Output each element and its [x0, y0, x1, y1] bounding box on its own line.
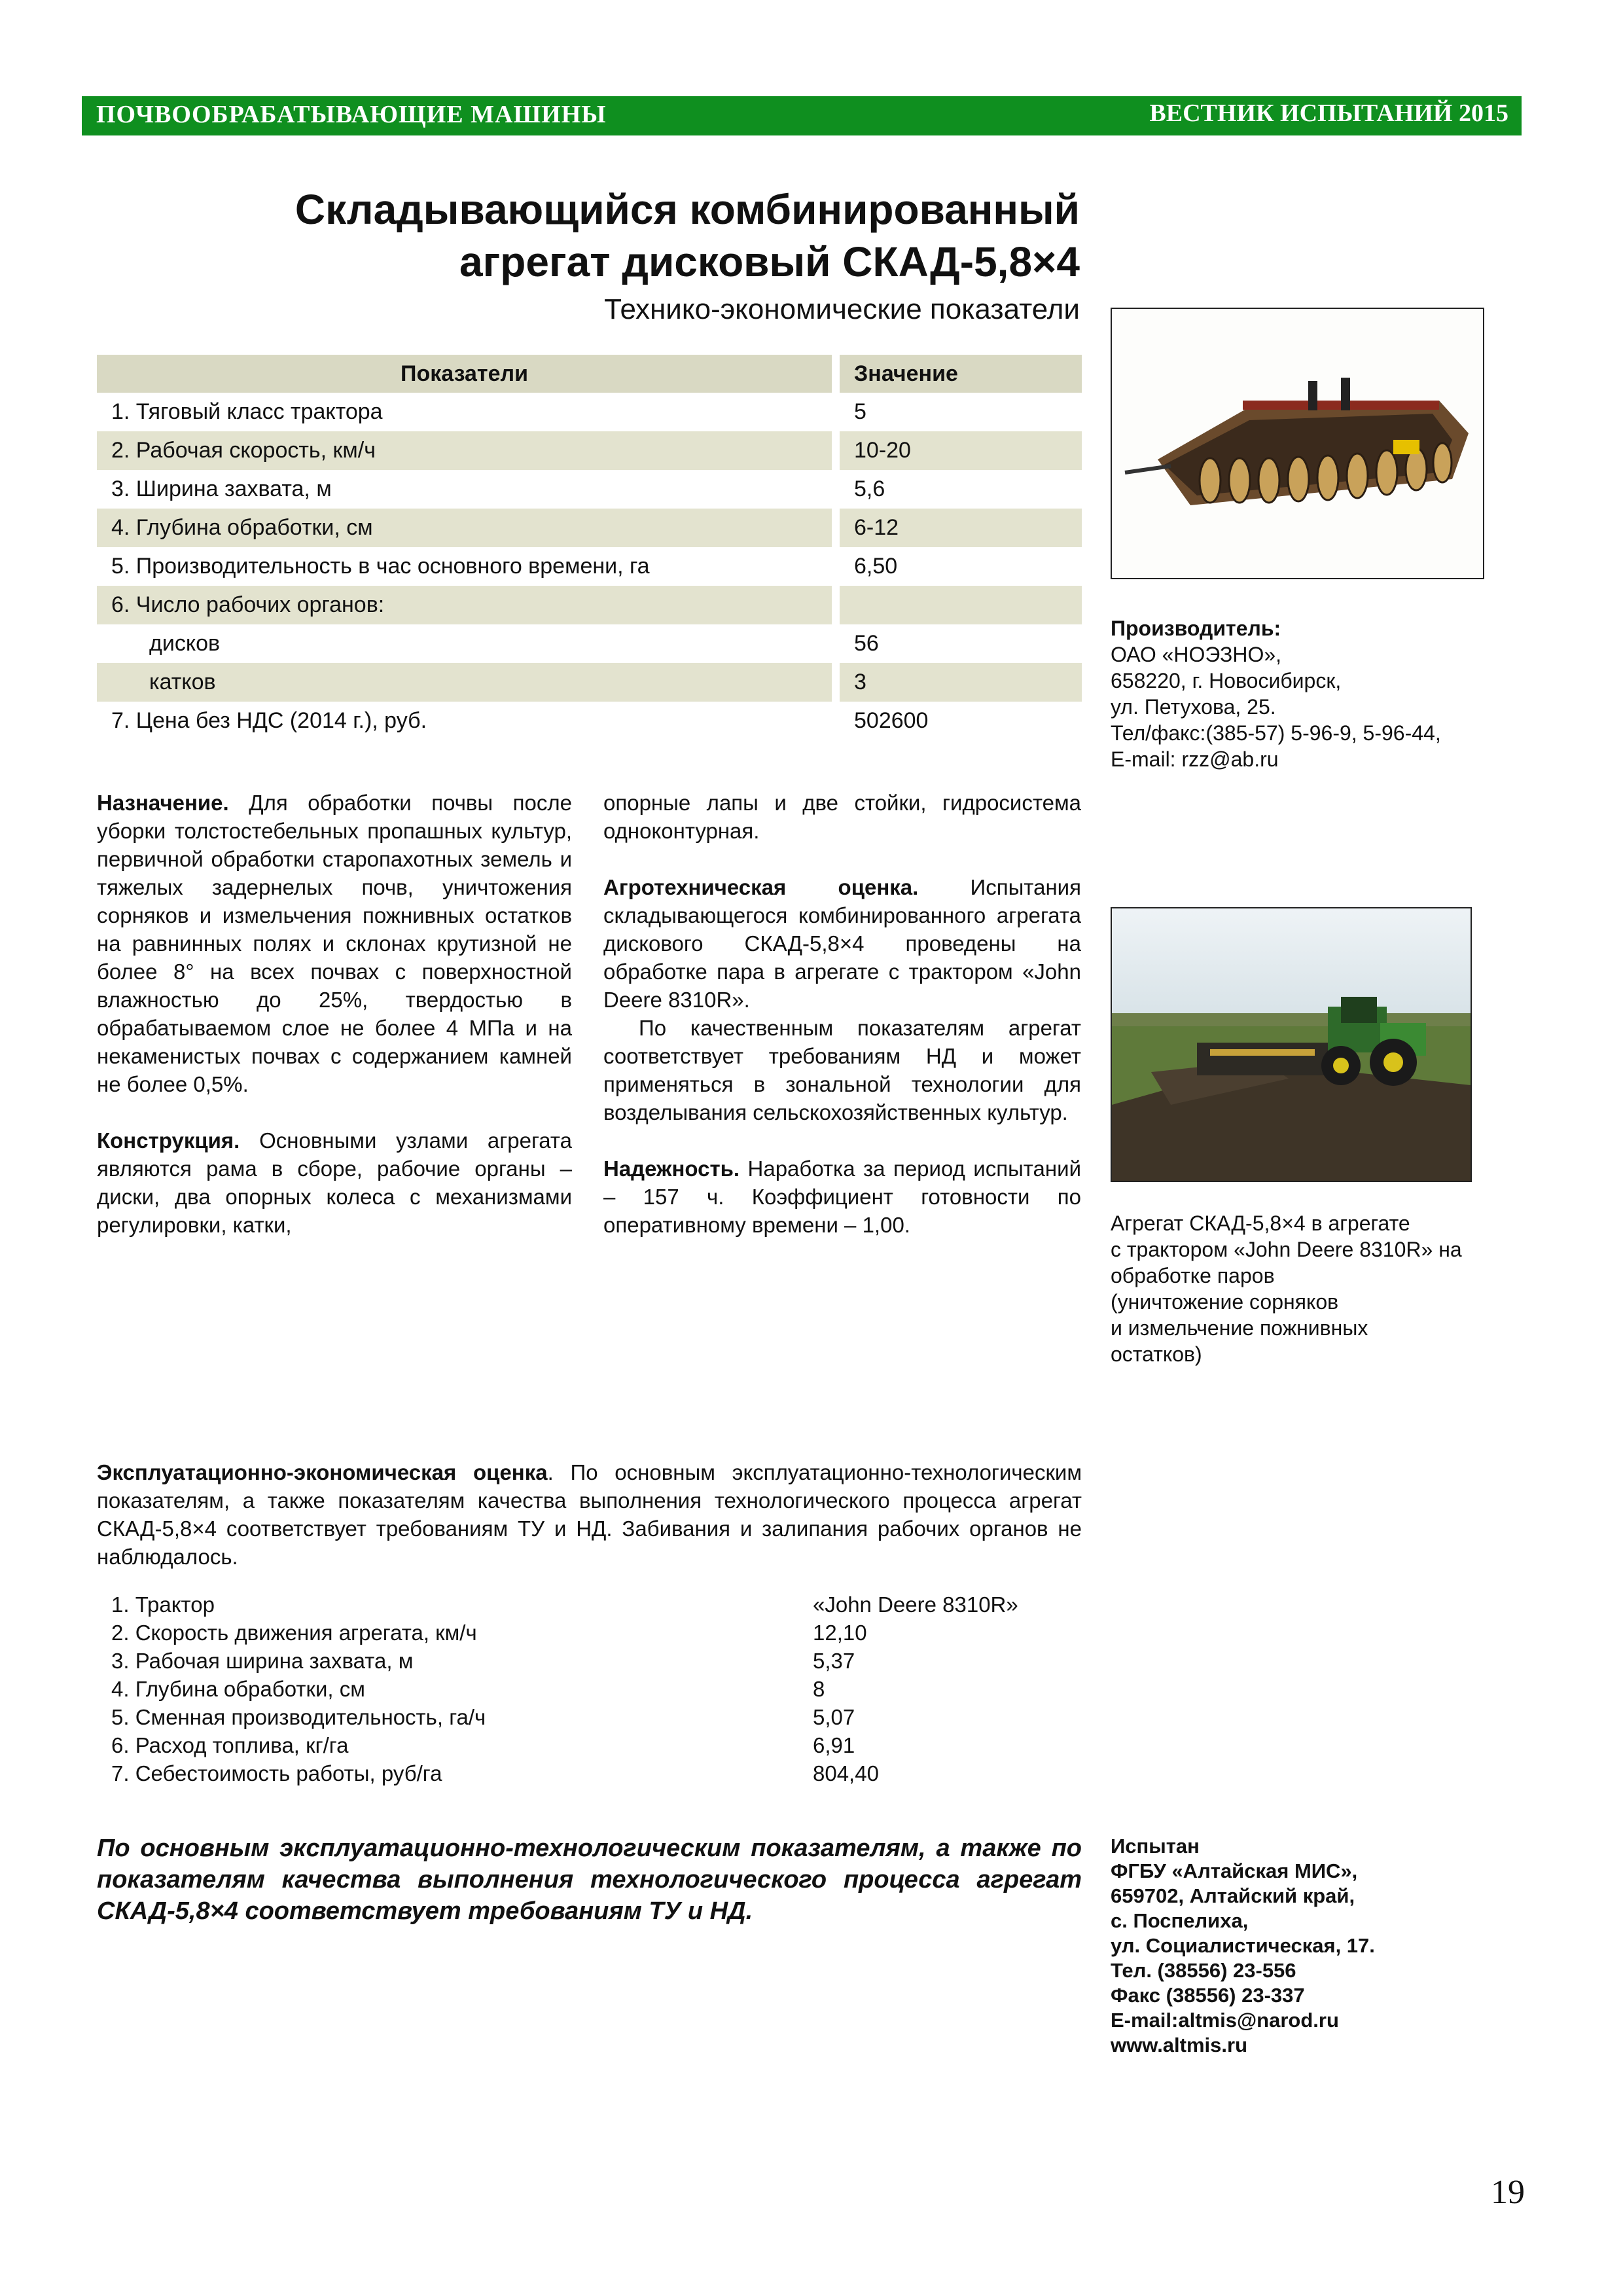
manufacturer-line: ОАО «НОЭЗНО»,: [1111, 643, 1282, 666]
manufacturer-line: 658220, г. Новосибирск,: [1111, 669, 1342, 692]
spec-row-value: 6,50: [854, 554, 898, 579]
machine-photo: [1111, 308, 1484, 579]
table-row: [97, 470, 1082, 509]
spec-row-value: 5: [854, 399, 866, 424]
spec-row-value: 10-20: [840, 431, 1082, 470]
manufacturer-line: Тел/факс:(385-57) 5-96-9, 5-96-44,: [1111, 721, 1441, 745]
spec-col-value-header: Значение: [840, 355, 1082, 393]
construction-continued: опорные лапы и две стойки, гидросистема одноконтурная.: [603, 791, 1081, 843]
spec-row-name: 7. Цена без НДС (2014 г.), руб.: [111, 708, 427, 733]
evaluation-heading: Эксплуатационно-экономическая оценка: [97, 1460, 548, 1484]
spec-row-name: 6. Число рабочих органов:: [97, 586, 832, 624]
result-name: 3. Рабочая ширина захвата, м: [111, 1648, 414, 1673]
tested-line: Факс (38556) 23-337: [1111, 1984, 1305, 2007]
result-name: 6. Расход топлива, кг/га: [111, 1732, 349, 1757]
agro-paragraph-2: По качественным показателям агрегат соответствует требованиям НД и может применяться в зональной технологии для возделывания сельскохозяйственных культур.: [603, 1016, 1081, 1124]
spec-row-value: 6-12: [840, 509, 1082, 547]
middle-column: [603, 789, 1081, 1239]
evaluation-text: . По основным эксплуатационно-технологическим показателям, а также показателям качества выполнения технологического процесса агрегат СКАД-5,8×4 соответствует требованиям ТУ и НД. Забивания и залипания рабочих органов не наблюдалось.: [97, 1460, 1082, 1569]
caption-line: (уничтожение сорняков: [1111, 1290, 1339, 1314]
caption-line: и измельчение пожнивных: [1111, 1316, 1368, 1340]
purpose-heading: Назначение.: [97, 791, 229, 815]
result-value: 5,37: [813, 1648, 855, 1673]
spec-table-header: [97, 355, 1082, 393]
result-value: 6,91: [813, 1732, 855, 1757]
tested-email: E-mail:altmis@narod.ru: [1111, 2009, 1339, 2032]
result-value: «John Deere 8310R»: [813, 1592, 1018, 1617]
spec-row-name: 4. Глубина обработки, см: [97, 509, 832, 547]
left-column: [97, 789, 572, 1239]
agro-text: Испытания складывающегося комбинированного агрегата дискового СКАД-5,8×4 проведены на обработке пара в агрегате с трактором «John Deere 8310R».: [603, 875, 1081, 1012]
tested-by-block: [1111, 1834, 1375, 2058]
tested-line: с. Поспелиха,: [1111, 1909, 1249, 1932]
manufacturer-line: ул. Петухова, 25.: [1111, 695, 1276, 719]
tested-line: ул. Социалистическая, 17.: [1111, 1934, 1375, 1957]
spec-row-name: 1. Тяговый класс трактора: [111, 399, 383, 424]
results-table: [97, 1590, 1082, 1787]
manufacturer-block: [1111, 615, 1441, 772]
spec-row-name: 3. Ширина захвата, м: [111, 476, 332, 501]
table-row: [97, 624, 1082, 663]
title-line-1: Складывающийся комбинированный: [294, 186, 1080, 233]
tested-line: 659702, Алтайский край,: [1111, 1884, 1355, 1907]
page-subtitle: Технико-экономические показатели: [604, 293, 1080, 325]
result-name: 7. Себестоимость работы, руб/га: [111, 1761, 442, 1785]
agro-paragraph: [603, 873, 1081, 1014]
construction-paragraph: [97, 1126, 572, 1239]
spec-row-name: дисков: [149, 631, 221, 656]
caption-line: обработке паров: [1111, 1264, 1275, 1287]
spec-row-value: 502600: [854, 708, 929, 733]
table-row: [97, 509, 1082, 547]
table-row: [97, 1675, 1082, 1703]
spec-row-value: 56: [854, 631, 879, 656]
spec-row-value: 5,6: [854, 476, 885, 501]
spec-row-name: катков: [97, 663, 832, 702]
table-row: [97, 393, 1082, 431]
section-title: ПОЧВООБРАБАТЫВАЮЩИЕ МАШИНЫ: [96, 101, 607, 128]
result-name: 4. Глубина обработки, см: [111, 1676, 365, 1701]
tractor-field-illustration: [1112, 908, 1471, 1181]
tested-line: Испытан: [1111, 1835, 1200, 1857]
table-row: [97, 702, 1082, 740]
caption-line: остатков): [1111, 1342, 1202, 1366]
purpose-text: Для обработки почвы после уборки толстостебельных пропашных культур, первичной обработки старопахотных земель и тяжелых задернелых почв, уничтожения сорняков и измельчения пожнивных остатков на равнинных полях и склонах крутизной не более 8° на всех почвах с поверхностной влажностью до 25%, твердостью в обрабатываемом слое не более 4 МПа и на некаменистых почвах с содержанием камней не более 0,5%.: [97, 791, 572, 1096]
table-row: [97, 1619, 1082, 1647]
spec-table: [97, 355, 1082, 740]
manufacturer-heading: Производитель:: [1111, 617, 1281, 640]
section-header-bar: [82, 96, 1522, 135]
result-name: 2. Скорость движения агрегата, км/ч: [111, 1620, 477, 1645]
result-value: 804,40: [813, 1761, 879, 1785]
spec-row-value: [840, 586, 1082, 624]
result-value: 12,10: [813, 1620, 867, 1645]
page-number: 19: [1491, 2174, 1525, 2211]
table-row: [97, 663, 1082, 702]
caption-line: Агрегат СКАД-5,8×4 в агрегате: [1111, 1211, 1410, 1235]
construction-text: Основными узлами агрегата являются рама в сборе, рабочие органы – диски, два опорных колеса с механизмами регулировки, катки,: [97, 1128, 572, 1237]
tested-website: www.altmis.ru: [1111, 2034, 1248, 2056]
result-name: 1. Трактор: [111, 1592, 215, 1617]
caption-line: с трактором «John Deere 8310R» на: [1111, 1238, 1462, 1261]
spec-col-name-header: Показатели: [97, 355, 832, 393]
photo-caption: [1111, 1210, 1462, 1367]
table-row: [97, 1703, 1082, 1731]
table-row: [97, 586, 1082, 624]
evaluation-paragraph: [97, 1458, 1082, 1571]
table-row: [97, 1731, 1082, 1759]
disc-harrow-illustration: [1112, 309, 1483, 578]
table-row: [97, 1759, 1082, 1787]
result-value: 5,07: [813, 1704, 855, 1729]
conclusion-paragraph: По основным эксплуатационно-технологическим показателям, а также по показателям качества выполнения технологического процесса агрегат СКАД-5,8×4 соответствует требованиям ТУ и НД.: [97, 1835, 1082, 1925]
spec-row-value: 3: [840, 663, 1082, 702]
purpose-paragraph: [97, 789, 572, 1098]
reliability-text: Наработка за период испытаний – 157 ч. Коэффициент готовности по оперативному времени – 1,00.: [603, 1157, 1081, 1237]
result-name: 5. Сменная производительность, га/ч: [111, 1704, 486, 1729]
field-photo: [1111, 907, 1472, 1182]
reliability-paragraph: [603, 1155, 1081, 1239]
construction-heading: Конструкция.: [97, 1128, 240, 1153]
agro-heading: Агротехническая оценка.: [603, 875, 919, 899]
table-row: [97, 1647, 1082, 1675]
reliability-heading: Надежность.: [603, 1157, 740, 1181]
spec-row-name: 2. Рабочая скорость, км/ч: [97, 431, 832, 470]
journal-title: ВЕСТНИК ИСПЫТАНИЙ 2015: [1149, 99, 1508, 127]
tested-line: ФГБУ «Алтайская МИС»,: [1111, 1859, 1358, 1882]
manufacturer-email: E-mail: rzz@ab.ru: [1111, 747, 1279, 771]
page-title: [98, 183, 1080, 288]
tested-line: Тел. (38556) 23-556: [1111, 1959, 1296, 1982]
table-row: [97, 431, 1082, 470]
result-value: 8: [813, 1676, 825, 1701]
title-line-2: агрегат дисковый СКАД-5,8×4: [459, 238, 1080, 285]
table-row: [97, 547, 1082, 586]
table-row: [97, 1590, 1082, 1619]
spec-row-name: 5. Производительность в час основного времени, га: [111, 554, 650, 579]
